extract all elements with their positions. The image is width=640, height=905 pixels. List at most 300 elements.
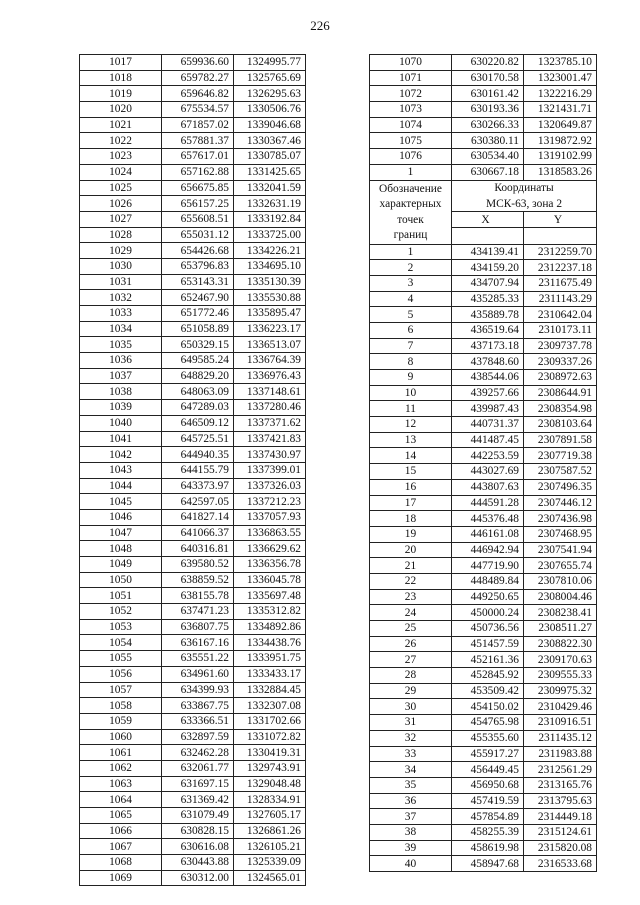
table-row bbox=[370, 401, 597, 417]
table-row bbox=[80, 776, 306, 792]
table-row bbox=[80, 368, 306, 384]
y-coordinate-cell: 1332884.45 bbox=[234, 682, 306, 698]
x-coordinate-cell: 631697.15 bbox=[162, 776, 234, 792]
table-row bbox=[370, 338, 597, 354]
x-coordinate-cell: 445376.48 bbox=[452, 511, 524, 527]
y-coordinate-cell: 2311143.29 bbox=[524, 291, 597, 307]
point-number-cell: 1061 bbox=[80, 745, 162, 761]
x-coordinate-cell: 630266.33 bbox=[452, 117, 524, 133]
point-number-cell: 1063 bbox=[80, 776, 162, 792]
y-header-spacer bbox=[524, 228, 597, 244]
y-coordinate-cell: 2316533.68 bbox=[524, 856, 597, 872]
point-number-cell: 1057 bbox=[80, 682, 162, 698]
point-number-cell: 1025 bbox=[80, 180, 162, 196]
point-number-cell: 1048 bbox=[80, 541, 162, 557]
table-row bbox=[370, 621, 597, 637]
point-number-cell: 1019 bbox=[80, 86, 162, 102]
x-coordinate-cell: 644940.35 bbox=[162, 447, 234, 463]
table-row bbox=[370, 856, 597, 872]
x-coordinate-cell: 448489.84 bbox=[452, 573, 524, 589]
y-coordinate-cell: 2309975.32 bbox=[524, 683, 597, 699]
y-coordinate-cell: 1330506.76 bbox=[234, 102, 306, 118]
table-row bbox=[80, 713, 306, 729]
x-coordinate-cell: 640316.81 bbox=[162, 541, 234, 557]
table-row bbox=[370, 668, 597, 684]
page-number: 226 bbox=[310, 18, 330, 33]
table-row bbox=[80, 243, 306, 259]
table-row bbox=[80, 55, 306, 71]
x-coordinate-cell: 437848.60 bbox=[452, 354, 524, 370]
x-coordinate-cell: 450000.24 bbox=[452, 605, 524, 621]
x-coordinate-cell: 452845.92 bbox=[452, 668, 524, 684]
x-coordinate-cell: 641827.14 bbox=[162, 509, 234, 525]
x-coordinate-cell: 655031.12 bbox=[162, 227, 234, 243]
point-number-cell: 14 bbox=[370, 448, 452, 464]
table-row bbox=[80, 133, 306, 149]
y-coordinate-cell: 2307496.35 bbox=[524, 479, 597, 495]
x-coordinate-cell: 647289.03 bbox=[162, 400, 234, 416]
x-coordinate-cell: 435889.78 bbox=[452, 307, 524, 323]
y-coordinate-cell: 2308238.41 bbox=[524, 605, 597, 621]
table-row bbox=[80, 447, 306, 463]
point-number-cell: 1017 bbox=[80, 55, 162, 71]
point-number-cell: 10 bbox=[370, 385, 452, 401]
point-number-cell: 5 bbox=[370, 307, 452, 323]
x-coordinate-cell: 636807.75 bbox=[162, 619, 234, 635]
point-number-cell: 23 bbox=[370, 589, 452, 605]
table-row bbox=[370, 495, 597, 511]
x-coordinate-cell: 438544.06 bbox=[452, 370, 524, 386]
y-coordinate-cell: 2315124.61 bbox=[524, 824, 597, 840]
y-coordinate-cell: 2307810.06 bbox=[524, 573, 597, 589]
y-coordinate-cell: 1339046.68 bbox=[234, 117, 306, 133]
x-coordinate-cell: 651772.46 bbox=[162, 306, 234, 322]
point-number-cell: 1022 bbox=[80, 133, 162, 149]
point-number-cell: 1032 bbox=[80, 290, 162, 306]
x-coordinate-cell: 646509.12 bbox=[162, 415, 234, 431]
x-header-spacer bbox=[452, 228, 524, 244]
table-row bbox=[80, 808, 306, 824]
point-number-cell: 25 bbox=[370, 621, 452, 637]
y-coordinate-cell: 1319872.92 bbox=[524, 133, 597, 149]
point-number-cell: 21 bbox=[370, 558, 452, 574]
y-coordinate-cell: 1337148.61 bbox=[234, 384, 306, 400]
point-number-cell: 1035 bbox=[80, 337, 162, 353]
y-coordinate-cell: 1327605.17 bbox=[234, 808, 306, 824]
y-coordinate-cell: 1336976.43 bbox=[234, 368, 306, 384]
point-number-cell: 1041 bbox=[80, 431, 162, 447]
point-number-cell: 1075 bbox=[370, 133, 452, 149]
x-coordinate-cell: 439257.66 bbox=[452, 385, 524, 401]
y-coordinate-cell: 1337280.46 bbox=[234, 400, 306, 416]
point-number-cell: 1055 bbox=[80, 651, 162, 667]
y-coordinate-cell: 1334226.21 bbox=[234, 243, 306, 259]
point-number-cell: 1020 bbox=[80, 102, 162, 118]
y-coordinate-cell: 1336356.78 bbox=[234, 557, 306, 573]
table-row bbox=[80, 196, 306, 212]
point-number-cell: 6 bbox=[370, 322, 452, 338]
table-row bbox=[80, 211, 306, 227]
y-coordinate-cell: 1331702.66 bbox=[234, 713, 306, 729]
table-row bbox=[80, 149, 306, 165]
point-number-cell: 7 bbox=[370, 338, 452, 354]
point-number-cell: 1062 bbox=[80, 760, 162, 776]
x-coordinate-cell: 457419.59 bbox=[452, 793, 524, 809]
x-coordinate-cell: 630220.82 bbox=[452, 55, 524, 71]
table-row bbox=[370, 511, 597, 527]
x-coordinate-cell: 642597.05 bbox=[162, 494, 234, 510]
x-coordinate-cell: 452161.36 bbox=[452, 652, 524, 668]
y-coordinate-cell: 2307891.58 bbox=[524, 432, 597, 448]
y-coordinate-cell: 2308004.46 bbox=[524, 589, 597, 605]
x-coordinate-cell: 446161.08 bbox=[452, 526, 524, 542]
table-row bbox=[80, 651, 306, 667]
x-coordinate-cell: 450736.56 bbox=[452, 621, 524, 637]
y-coordinate-cell: 2307587.52 bbox=[524, 464, 597, 480]
y-coordinate-cell: 1333951.75 bbox=[234, 651, 306, 667]
y-coordinate-cell: 2308972.63 bbox=[524, 370, 597, 386]
table-row bbox=[80, 70, 306, 86]
point-number-cell: 1047 bbox=[80, 525, 162, 541]
x-coordinate-cell: 630312.00 bbox=[162, 870, 234, 886]
table-row bbox=[80, 855, 306, 871]
x-coordinate-cell: 632462.28 bbox=[162, 745, 234, 761]
x-coordinate-cell: 441487.45 bbox=[452, 432, 524, 448]
point-number-cell: 16 bbox=[370, 479, 452, 495]
table-row bbox=[370, 589, 597, 605]
x-coordinate-cell: 436519.64 bbox=[452, 322, 524, 338]
x-coordinate-cell: 650329.15 bbox=[162, 337, 234, 353]
y-coordinate-cell: 1336863.55 bbox=[234, 525, 306, 541]
point-number-cell: 1044 bbox=[80, 478, 162, 494]
table-row bbox=[80, 635, 306, 651]
point-number-cell: 1 bbox=[370, 244, 452, 260]
table-row bbox=[80, 494, 306, 510]
y-coordinate-cell: 2307446.12 bbox=[524, 495, 597, 511]
header-row bbox=[370, 180, 597, 196]
table-row bbox=[80, 290, 306, 306]
point-number-cell: 29 bbox=[370, 683, 452, 699]
table-row bbox=[370, 636, 597, 652]
table-row bbox=[80, 745, 306, 761]
x-coordinate-cell: 633366.51 bbox=[162, 713, 234, 729]
x-coordinate-cell: 439987.43 bbox=[452, 401, 524, 417]
x-coordinate-cell: 656675.85 bbox=[162, 180, 234, 196]
table-row bbox=[80, 604, 306, 620]
x-coordinate-cell: 630193.36 bbox=[452, 102, 524, 118]
y-coordinate-cell: 1323785.10 bbox=[524, 55, 597, 71]
x-coordinate-cell: 648829.20 bbox=[162, 368, 234, 384]
point-number-cell: 1026 bbox=[80, 196, 162, 212]
y-coordinate-cell: 1326105.21 bbox=[234, 839, 306, 855]
point-number-cell: 1030 bbox=[80, 258, 162, 274]
table-row bbox=[80, 86, 306, 102]
table-row bbox=[370, 70, 597, 86]
point-number-cell: 31 bbox=[370, 715, 452, 731]
x-coordinate-cell: 631079.49 bbox=[162, 808, 234, 824]
table-row bbox=[80, 839, 306, 855]
y-coordinate-cell: 2308354.98 bbox=[524, 401, 597, 417]
point-number-cell: 1 bbox=[370, 164, 452, 180]
point-number-cell: 32 bbox=[370, 730, 452, 746]
y-coordinate-cell: 2307468.95 bbox=[524, 526, 597, 542]
y-coordinate-cell: 1335697.48 bbox=[234, 588, 306, 604]
x-coordinate-cell: 630380.11 bbox=[452, 133, 524, 149]
y-coordinate-cell: 1320649.87 bbox=[524, 117, 597, 133]
y-coordinate-cell: 1321431.71 bbox=[524, 102, 597, 118]
point-number-cell: 1060 bbox=[80, 729, 162, 745]
y-coordinate-cell: 1332631.19 bbox=[234, 196, 306, 212]
x-coordinate-cell: 657881.37 bbox=[162, 133, 234, 149]
y-coordinate-cell: 2311675.49 bbox=[524, 275, 597, 291]
y-coordinate-cell: 1318583.26 bbox=[524, 164, 597, 180]
table-row bbox=[80, 588, 306, 604]
y-coordinate-cell: 1337057.93 bbox=[234, 509, 306, 525]
y-coordinate-cell: 1324565.01 bbox=[234, 870, 306, 886]
y-coordinate-cell: 1334892.86 bbox=[234, 619, 306, 635]
y-coordinate-cell: 1325765.69 bbox=[234, 70, 306, 86]
point-number-cell: 33 bbox=[370, 746, 452, 762]
table-row bbox=[370, 370, 597, 386]
x-coordinate-cell: 654426.68 bbox=[162, 243, 234, 259]
y-coordinate-cell: 1336513.07 bbox=[234, 337, 306, 353]
point-number-cell: 1064 bbox=[80, 792, 162, 808]
table-row bbox=[370, 417, 597, 433]
table-row bbox=[80, 666, 306, 682]
point-number-cell: 1074 bbox=[370, 117, 452, 133]
point-number-cell: 1045 bbox=[80, 494, 162, 510]
point-number-cell: 1050 bbox=[80, 572, 162, 588]
table-row bbox=[80, 400, 306, 416]
table-row bbox=[370, 307, 597, 323]
table-row bbox=[370, 809, 597, 825]
point-number-cell: 1056 bbox=[80, 666, 162, 682]
table-row bbox=[80, 760, 306, 776]
table-row bbox=[370, 762, 597, 778]
x-coordinate-cell: 630616.08 bbox=[162, 839, 234, 855]
point-number-cell: 9 bbox=[370, 370, 452, 386]
point-number-cell: 1024 bbox=[80, 164, 162, 180]
table-row bbox=[370, 117, 597, 133]
table-row bbox=[80, 823, 306, 839]
y-coordinate-cell: 2308511.27 bbox=[524, 621, 597, 637]
point-number-cell: 1073 bbox=[370, 102, 452, 118]
x-coordinate-cell: 455355.60 bbox=[452, 730, 524, 746]
y-coordinate-cell: 1326861.26 bbox=[234, 823, 306, 839]
point-number-cell: 38 bbox=[370, 824, 452, 840]
table-row bbox=[370, 652, 597, 668]
table-row bbox=[80, 682, 306, 698]
point-number-cell: 1029 bbox=[80, 243, 162, 259]
table-row bbox=[80, 698, 306, 714]
x-coordinate-cell: 447719.90 bbox=[452, 558, 524, 574]
x-coordinate-cell: 443807.63 bbox=[452, 479, 524, 495]
table-row bbox=[370, 133, 597, 149]
table-row bbox=[80, 525, 306, 541]
point-number-cell: 12 bbox=[370, 417, 452, 433]
x-coordinate-cell: 455917.27 bbox=[452, 746, 524, 762]
y-coordinate-cell: 2310916.51 bbox=[524, 715, 597, 731]
y-coordinate-cell: 1331072.82 bbox=[234, 729, 306, 745]
point-number-cell: 27 bbox=[370, 652, 452, 668]
x-column-header: X bbox=[452, 212, 524, 228]
y-coordinate-cell: 1329048.48 bbox=[234, 776, 306, 792]
x-coordinate-cell: 638859.52 bbox=[162, 572, 234, 588]
y-coordinate-cell: 1328334.91 bbox=[234, 792, 306, 808]
y-coordinate-cell: 1330785.07 bbox=[234, 149, 306, 165]
y-coordinate-cell: 1333725.00 bbox=[234, 227, 306, 243]
point-number-cell: 1053 bbox=[80, 619, 162, 635]
table-row bbox=[80, 557, 306, 573]
table-row bbox=[80, 353, 306, 369]
x-coordinate-cell: 635551.22 bbox=[162, 651, 234, 667]
y-coordinate-cell: 1337421.83 bbox=[234, 431, 306, 447]
table-row bbox=[370, 573, 597, 589]
point-number-cell: 34 bbox=[370, 762, 452, 778]
table-row bbox=[370, 385, 597, 401]
point-number-cell: 1066 bbox=[80, 823, 162, 839]
table-row bbox=[370, 464, 597, 480]
x-coordinate-cell: 456449.45 bbox=[452, 762, 524, 778]
table-row bbox=[370, 322, 597, 338]
y-coordinate-cell: 1337212.23 bbox=[234, 494, 306, 510]
table-row bbox=[80, 337, 306, 353]
x-coordinate-cell: 444591.28 bbox=[452, 495, 524, 511]
x-coordinate-cell: 653796.83 bbox=[162, 258, 234, 274]
point-number-cell: 1046 bbox=[80, 509, 162, 525]
x-coordinate-cell: 652467.90 bbox=[162, 290, 234, 306]
coordinate-system-header: МСК-63, зона 2 bbox=[452, 196, 597, 212]
y-coordinate-cell: 1337371.62 bbox=[234, 415, 306, 431]
x-coordinate-cell: 434707.94 bbox=[452, 275, 524, 291]
table-row bbox=[370, 164, 597, 180]
point-number-cell: 39 bbox=[370, 840, 452, 856]
y-coordinate-cell: 1326295.63 bbox=[234, 86, 306, 102]
x-coordinate-cell: 434159.20 bbox=[452, 260, 524, 276]
point-number-cell: 1067 bbox=[80, 839, 162, 855]
x-coordinate-cell: 454765.98 bbox=[452, 715, 524, 731]
point-number-cell: 1049 bbox=[80, 557, 162, 573]
x-coordinate-cell: 435285.33 bbox=[452, 291, 524, 307]
x-coordinate-cell: 634399.93 bbox=[162, 682, 234, 698]
point-number-cell: 1076 bbox=[370, 149, 452, 165]
x-coordinate-cell: 641066.37 bbox=[162, 525, 234, 541]
x-coordinate-cell: 675534.57 bbox=[162, 102, 234, 118]
x-coordinate-cell: 633867.75 bbox=[162, 698, 234, 714]
x-coordinate-cell: 437173.18 bbox=[452, 338, 524, 354]
point-number-cell: 1027 bbox=[80, 211, 162, 227]
table-row bbox=[370, 55, 597, 71]
y-coordinate-cell: 1337326.03 bbox=[234, 478, 306, 494]
table-row bbox=[370, 244, 597, 260]
y-coordinate-cell: 1337399.01 bbox=[234, 462, 306, 478]
y-coordinate-cell: 1332307.08 bbox=[234, 698, 306, 714]
point-number-cell: 4 bbox=[370, 291, 452, 307]
left-coordinates-table bbox=[79, 54, 306, 886]
y-coordinate-cell: 2309555.33 bbox=[524, 668, 597, 684]
y-coordinate-cell: 1333433.17 bbox=[234, 666, 306, 682]
table-row bbox=[370, 824, 597, 840]
coordinates-header: Координаты bbox=[452, 180, 597, 196]
y-coordinate-cell: 1324995.77 bbox=[234, 55, 306, 71]
point-number-cell: 40 bbox=[370, 856, 452, 872]
x-coordinate-cell: 434139.41 bbox=[452, 244, 524, 260]
y-coordinate-cell: 2307436.98 bbox=[524, 511, 597, 527]
y-coordinate-cell: 2308644.91 bbox=[524, 385, 597, 401]
table-row bbox=[370, 275, 597, 291]
point-number-cell: 24 bbox=[370, 605, 452, 621]
table-row bbox=[80, 306, 306, 322]
x-coordinate-cell: 637471.23 bbox=[162, 604, 234, 620]
x-coordinate-cell: 659782.27 bbox=[162, 70, 234, 86]
y-column-header: Y bbox=[524, 212, 597, 228]
y-coordinate-cell: 2312259.70 bbox=[524, 244, 597, 260]
table-row bbox=[370, 542, 597, 558]
y-coordinate-cell: 1336223.17 bbox=[234, 321, 306, 337]
x-coordinate-cell: 443027.69 bbox=[452, 464, 524, 480]
x-coordinate-cell: 440731.37 bbox=[452, 417, 524, 433]
y-coordinate-cell: 1335312.82 bbox=[234, 604, 306, 620]
x-coordinate-cell: 446942.94 bbox=[452, 542, 524, 558]
y-coordinate-cell: 1330419.31 bbox=[234, 745, 306, 761]
y-coordinate-cell: 2311435.12 bbox=[524, 730, 597, 746]
point-number-cell: 1051 bbox=[80, 588, 162, 604]
table-row bbox=[80, 509, 306, 525]
point-number-cell: 1070 bbox=[370, 55, 452, 71]
table-row bbox=[370, 683, 597, 699]
y-coordinate-cell: 2307719.38 bbox=[524, 448, 597, 464]
table-row bbox=[80, 415, 306, 431]
point-number-cell: 35 bbox=[370, 777, 452, 793]
y-coordinate-cell: 1319102.99 bbox=[524, 149, 597, 165]
y-coordinate-cell: 2307655.74 bbox=[524, 558, 597, 574]
point-number-cell: 1071 bbox=[370, 70, 452, 86]
x-coordinate-cell: 636167.16 bbox=[162, 635, 234, 651]
x-coordinate-cell: 442253.59 bbox=[452, 448, 524, 464]
x-coordinate-cell: 638155.78 bbox=[162, 588, 234, 604]
x-coordinate-cell: 634961.60 bbox=[162, 666, 234, 682]
y-coordinate-cell: 2310173.11 bbox=[524, 322, 597, 338]
point-number-cell: 28 bbox=[370, 668, 452, 684]
point-number-cell: 1052 bbox=[80, 604, 162, 620]
table-row bbox=[370, 715, 597, 731]
table-row bbox=[80, 274, 306, 290]
y-coordinate-cell: 2314449.18 bbox=[524, 809, 597, 825]
y-coordinate-cell: 2307541.94 bbox=[524, 542, 597, 558]
x-coordinate-cell: 655608.51 bbox=[162, 211, 234, 227]
x-coordinate-cell: 632061.77 bbox=[162, 760, 234, 776]
x-coordinate-cell: 671857.02 bbox=[162, 117, 234, 133]
y-coordinate-cell: 1336764.39 bbox=[234, 353, 306, 369]
table-row bbox=[80, 321, 306, 337]
x-coordinate-cell: 659646.82 bbox=[162, 86, 234, 102]
point-number-cell: 1031 bbox=[80, 274, 162, 290]
point-number-cell: 1039 bbox=[80, 400, 162, 416]
x-coordinate-cell: 632897.59 bbox=[162, 729, 234, 745]
table-row bbox=[80, 478, 306, 494]
point-label-header: Обозначение характерных точек границ bbox=[370, 180, 452, 244]
y-coordinate-cell: 1323001.47 bbox=[524, 70, 597, 86]
y-coordinate-cell: 2310642.04 bbox=[524, 307, 597, 323]
y-coordinate-cell: 2308822.30 bbox=[524, 636, 597, 652]
table-row bbox=[80, 384, 306, 400]
x-coordinate-cell: 645725.51 bbox=[162, 431, 234, 447]
table-row bbox=[80, 258, 306, 274]
table-row bbox=[80, 729, 306, 745]
y-coordinate-cell: 1333192.84 bbox=[234, 211, 306, 227]
table-row bbox=[370, 730, 597, 746]
table-row bbox=[370, 86, 597, 102]
